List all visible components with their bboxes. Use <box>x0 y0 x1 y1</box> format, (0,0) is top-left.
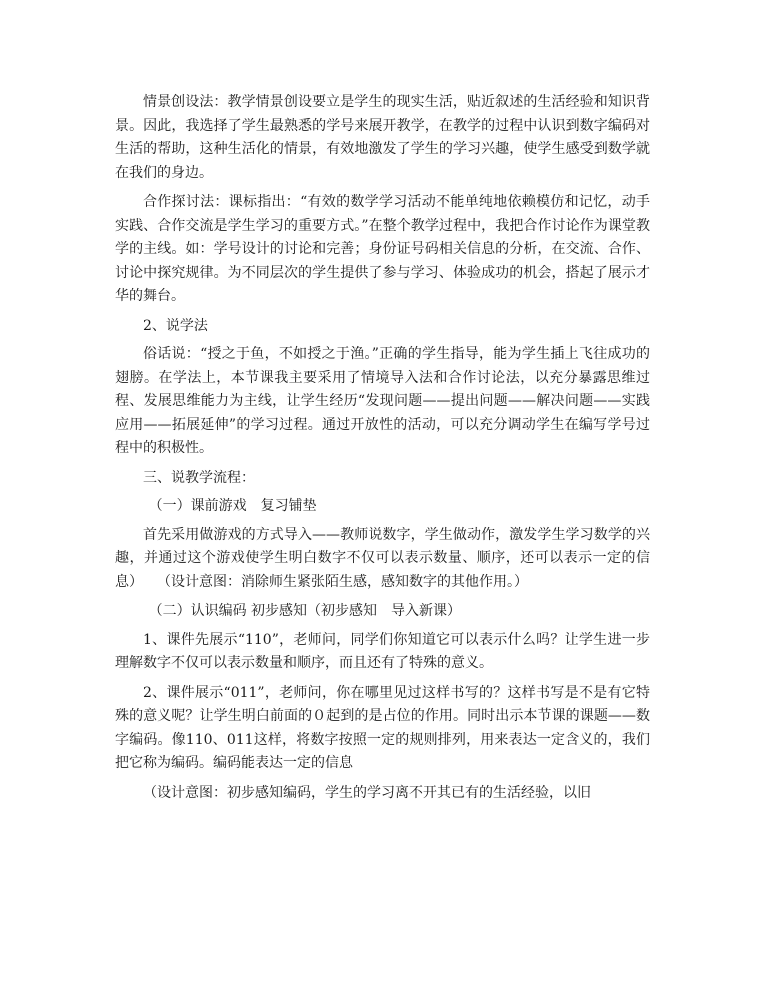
paragraph-pre-class-game: 首先采用做游戏的方式导入——教师说数字，学生做动作，激发学生学习数学的兴趣，并通过这个游戏使学生明白数字不仅可以表示数量、顺序，还可以表示一定的信息） （设计意图：消除师生紧张陌生感，感知数字的其他作用。） <box>115 526 650 590</box>
paragraph-situational-method: 情景创设法：教学情景创设要立是学生的现实生活，贴近叙述的生活经验和知识背景。因此，我选择了学生最熟悉的学号来展开教学，在教学的过程中认识到数字编码对生活的帮助，这种生活化的情景，有效地激发了学生的学习兴趣，使学生感受到数学就在我们的身边。 <box>115 94 650 181</box>
paragraph-step-110: 1、课件先展示“110”，老师问，同学们你知道它可以表示什么吗？让学生进一步理解数字不仅可以表示数量和顺序，而且还有了特殊的意义。 <box>115 631 650 671</box>
paragraph-design-intent: （设计意图：初步感知编码，学生的学习离不开其已有的生活经验，以旧 <box>143 784 591 801</box>
document-body <box>115 91 650 811</box>
paragraph-cooperative-method: 合作探讨法：课标指出：“有效的数学学习活动不能单纯地依赖模仿和记忆，动手实践、合作交流是学生学习的重要方式。”在整个教学过程中，我把合作讨论作为课堂教学的主线。如：学号设计的讨论和完善；身份证号码相关信息的分析，在交流、合作、讨论中探究规律。为不同层次的学生提供了参与学习、体验成功的机会，搭起了展示才华的舞台。 <box>115 194 650 304</box>
paragraph-step-011: 2、课件展示“011”，老师问，你在哪里见过这样书写的？这样书写是不是有它特殊的意义呢？让学生明白前面的０起到的是占位的作用。同时出示本节课的课题——数字编码。像110、011这样，将数字按照一定的规则排列，用来表达一定含义的，我们把它称为编码。编码能表达一定的信息 <box>115 684 650 771</box>
subheading-recognize-codes: （二）认识编码 初步感知（初步感知 导入新课） <box>148 603 462 619</box>
subheading-pre-class-game: （一）课前游戏 复习铺垫 <box>148 498 317 514</box>
section-heading-learning-method: 2、说学法 <box>143 317 208 334</box>
paragraph-learning-method: 俗话说：“授之于鱼，不如授之于渔。”正确的学生指导，能为学生插上飞往成功的翅膀。在学法上，本节课我主要采用了情境导入法和合作讨论法，以充分暴露思维过程、发展思维能力为主线，让学生经历“发现问题——提出问题——解决问题——实践应用——拓展延伸”的学习过程。通过开放性的活动，可以充分调动学生在编写学号过程中的积极性。 <box>115 346 650 456</box>
section-heading-teaching-process: 三、说教学流程： <box>143 469 255 486</box>
